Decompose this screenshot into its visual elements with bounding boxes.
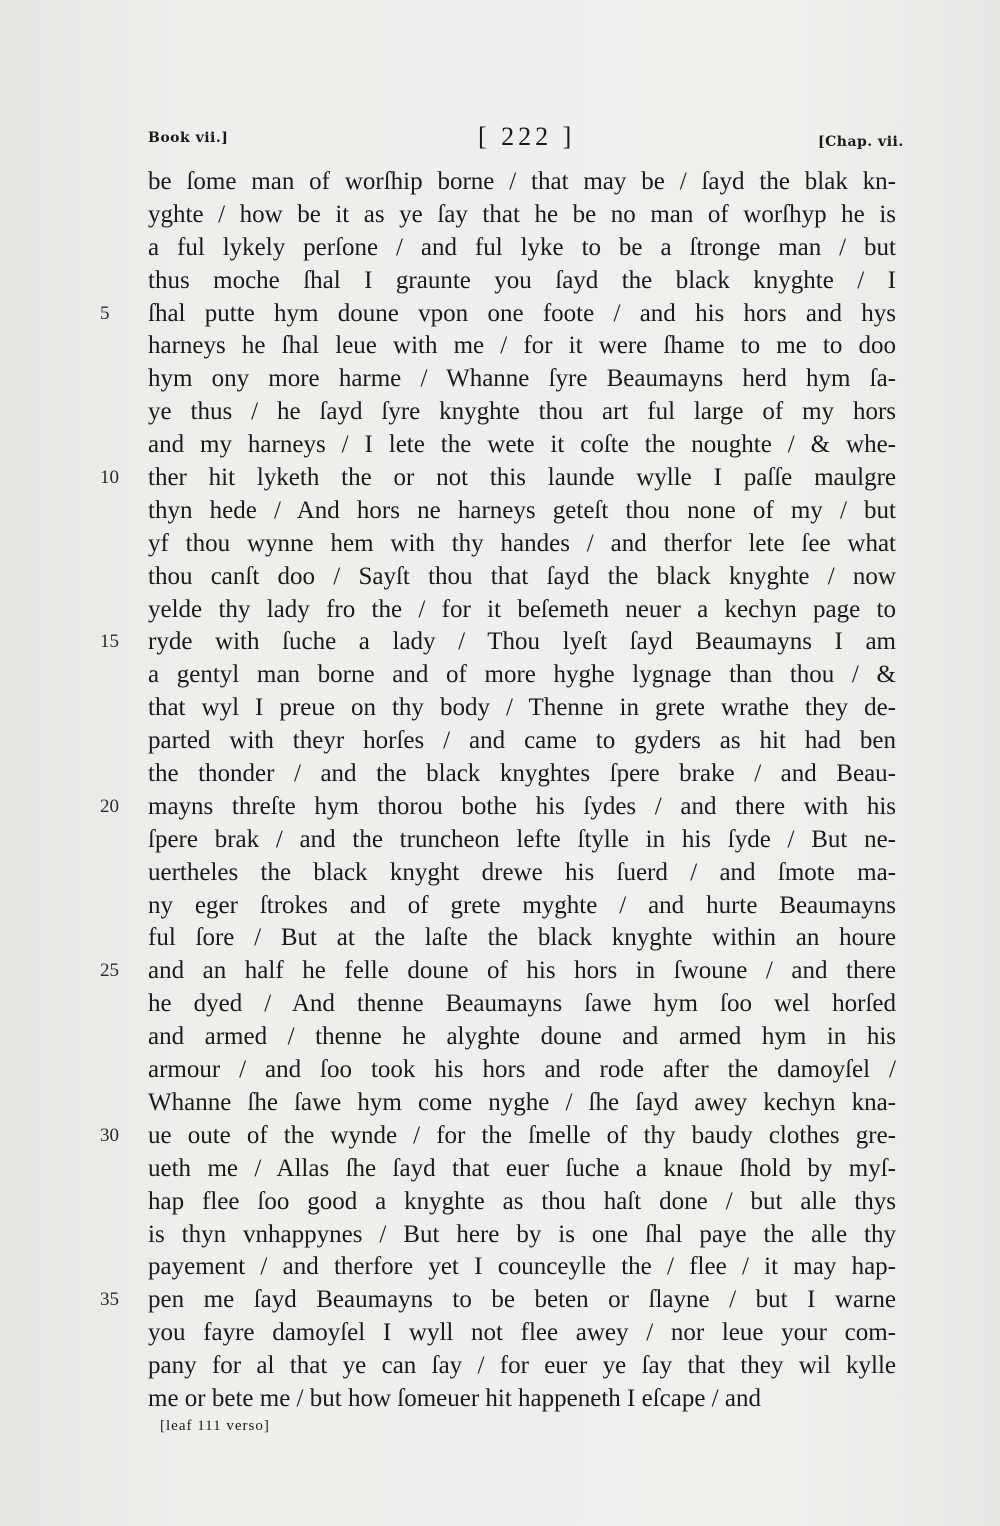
text-line (0, 429, 1000, 462)
text-line (0, 824, 1000, 857)
line-text: ful ſore / But at the laſte the black knyghte within an houre (148, 924, 896, 952)
line-text: be ſome man of worſhip borne / that may be / ſayd the blak kn- (148, 168, 896, 195)
text-line (0, 857, 1000, 890)
text-line (0, 1383, 1000, 1416)
line-text: payement / and therfore yet I counceylle the / flee / it may hap- (148, 1253, 896, 1281)
text-line (0, 1219, 1000, 1252)
text-line (0, 561, 1000, 594)
text-line (0, 791, 1000, 824)
text-line (0, 1186, 1000, 1219)
line-text: yelde thy lady fro the / for it beſemeth neuer a kechyn page to (148, 595, 896, 623)
text-line (0, 1350, 1000, 1383)
line-text: the thonder / and the black knyghtes ſpere brake / and Beau- (148, 760, 896, 788)
line-text: parted with theyr horſes / and came to gyders as hit had ben (148, 727, 896, 755)
line-text: pany for al that ye can ſay / for euer ye ſay that they wil kylle (148, 1352, 896, 1380)
text-line (0, 659, 1000, 692)
text-line (0, 232, 1000, 265)
line-text: and armed / thenne he alyghte doune and armed hym in his (148, 1023, 896, 1051)
body-text (0, 166, 1000, 1416)
text-line (0, 462, 1000, 495)
text-line (0, 1284, 1000, 1317)
text-line (0, 396, 1000, 429)
line-text: armour / and ſoo took his hors and rode after the damoyſel / (148, 1056, 896, 1084)
line-text: ue oute of the wynde / for the ſmelle of thy baudy clothes gre- (148, 1121, 896, 1149)
line-text: me or bete me / but how ſomeuer hit happeneth I eſcape / and (148, 1384, 761, 1412)
line-text: is thyn vnhappynes / But here by is one ſhal paye the alle thy (148, 1220, 896, 1248)
line-text: and my harneys / I lete the wete it coſte the noughte / & whe- (148, 431, 896, 459)
text-line (0, 988, 1000, 1021)
line-number: 15 (100, 631, 119, 653)
text-line (0, 298, 1000, 331)
running-head (0, 122, 1000, 162)
leaf-note: [leaf 111 verso] (160, 1418, 270, 1434)
line-text: ſpere brak / and the truncheon lefte ſtylle in his ſyde / But ne- (148, 825, 896, 853)
book-number: Book vii.] (148, 130, 229, 146)
line-text: ye thus / he ſayd ſyre knyghte thou art ful large of my hors (148, 398, 896, 426)
line-text: he dyed / And thenne Beaumayns ſawe hym ſoo wel horſed (148, 990, 896, 1018)
text-line (0, 758, 1000, 791)
line-text: Whanne ſhe ſawe hym come nyghe / ſhe ſayd awey kechyn kna- (148, 1088, 896, 1116)
line-text: ueth me / Allas ſhe ſayd that euer ſuche a knaue ſhold by myſ- (148, 1154, 896, 1182)
line-text: ther hit lyketh the or not this launde wylle I paſſe maulgre (148, 464, 896, 492)
line-text: that wyl I preue on thy body / Thenne in grete wrathe they de- (148, 694, 896, 722)
text-line (0, 265, 1000, 298)
line-text: ryde with ſuche a lady / Thou lyeſt ſayd Beaumayns I am (148, 628, 896, 656)
line-text: harneys he ſhal leue with me / for it were ſhame to me to doo (148, 332, 896, 360)
line-number: 5 (100, 302, 110, 324)
line-text: and an half he felle doune of his hors in ſwoune / and there (148, 957, 896, 985)
chapter-number: [Chap. vii. (818, 134, 904, 150)
line-text: thou canſt doo / Sayſt thou that ſayd the black knyghte / now (148, 562, 896, 590)
line-number: 20 (100, 795, 119, 817)
line-number: 25 (100, 960, 119, 982)
line-text: yf thou wynne hem with thy handes / and therfor lete ſee what (148, 529, 896, 557)
line-text: ſhal putte hym doune vpon one foote / and his hors and hys (148, 299, 896, 327)
text-line (0, 626, 1000, 659)
text-line (0, 890, 1000, 923)
text-line (0, 363, 1000, 396)
line-text: thyn hede / And hors ne harneys geteſt thou none of my / but (148, 496, 896, 524)
line-text: pen me ſayd Beaumayns to be beten or ſlayne / but I warne (148, 1286, 896, 1314)
line-number: 10 (100, 467, 119, 489)
text-line (0, 725, 1000, 758)
page-number: [ 222 ] (478, 122, 576, 151)
line-number: 30 (100, 1124, 119, 1146)
line-number: 35 (100, 1289, 119, 1311)
text-line (0, 528, 1000, 561)
text-line (0, 955, 1000, 988)
line-text: you fayre damoyſel I wyll not flee awey / nor leue your com- (148, 1319, 896, 1347)
text-line (0, 166, 1000, 199)
line-text: ny eger ſtrokes and of grete myghte / and hurte Beaumayns (148, 891, 896, 919)
text-line (0, 1153, 1000, 1186)
text-line (0, 330, 1000, 363)
text-line (0, 1317, 1000, 1350)
line-text: a ful lykely perſone / and ful lyke to be a ſtronge man / but (148, 233, 896, 261)
line-text: uertheles the black knyght drewe his ſuerd / and ſmote ma- (148, 858, 896, 886)
text-line (0, 692, 1000, 725)
text-line (0, 1251, 1000, 1284)
line-text: hap flee ſoo good a knyghte as thou haſt done / but alle thys (148, 1187, 896, 1215)
line-text: mayns threſte hym thorou bothe his ſydes / and there with his (148, 792, 896, 820)
line-text: thus moche ſhal I graunte you ſayd the black knyghte / I (148, 266, 896, 294)
text-line (0, 1054, 1000, 1087)
text-line (0, 495, 1000, 528)
line-text: hym ony more harme / Whanne ſyre Beaumayns herd hym ſa- (148, 365, 896, 393)
text-line (0, 1021, 1000, 1054)
line-text: yghte / how be it as ye ſay that he be no man of worſhyp he is (148, 200, 896, 228)
line-text: a gentyl man borne and of more hyghe lygnage than thou / & (148, 661, 896, 689)
text-line (0, 594, 1000, 627)
text-line (0, 922, 1000, 955)
text-line (0, 1120, 1000, 1153)
text-line (0, 1087, 1000, 1120)
text-line (0, 199, 1000, 232)
